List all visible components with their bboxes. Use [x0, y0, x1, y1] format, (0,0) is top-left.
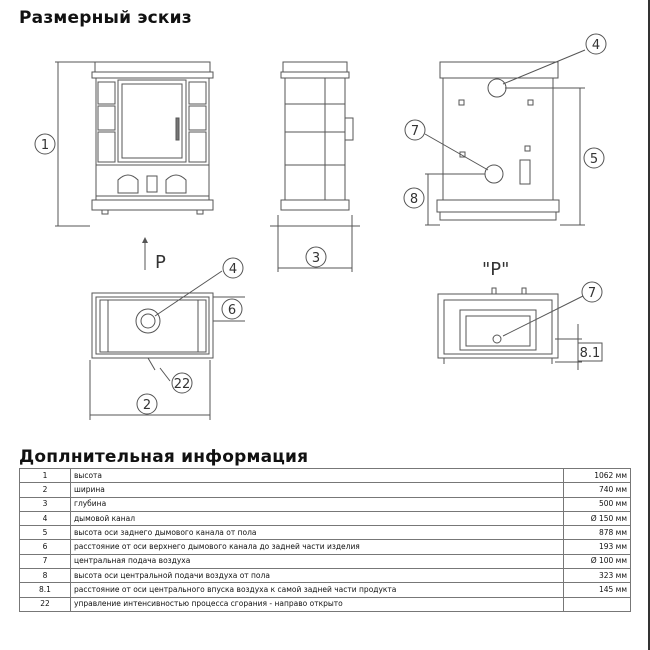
cell-value: 500 мм — [564, 497, 631, 511]
marker-7-back — [405, 120, 425, 140]
svg-text:8.1: 8.1 — [579, 346, 601, 361]
table-row — [20, 569, 631, 583]
svg-text:22: 22 — [173, 377, 191, 392]
marker-6 — [222, 299, 242, 319]
svg-text:4: 4 — [591, 38, 601, 53]
table-row — [20, 483, 631, 497]
cell-num: 8.1 — [20, 583, 71, 597]
cell-desc: расстояние от оси центрального впуска воздуха к самой задней части продукта — [71, 583, 564, 597]
marker-8 — [404, 188, 424, 208]
cell-num: 1 — [20, 469, 71, 483]
cell-num: 7 — [20, 554, 71, 568]
marker-4-top — [223, 258, 243, 278]
cell-value: 145 мм — [564, 583, 631, 597]
info-table — [19, 468, 631, 612]
table-row — [20, 554, 631, 568]
svg-text:8: 8 — [409, 192, 419, 207]
cell-num: 6 — [20, 540, 71, 554]
top-view — [90, 271, 245, 420]
cell-num: 3 — [20, 497, 71, 511]
side-view — [270, 62, 360, 272]
cell-desc: высота оси заднего дымового канала от пола — [71, 526, 564, 540]
front-view — [55, 62, 213, 226]
cell-value: Ø 150 мм — [564, 511, 631, 525]
table-row — [20, 540, 631, 554]
marker-1 — [35, 134, 55, 154]
cell-desc: дымовой канал — [71, 511, 564, 525]
cell-value — [564, 597, 631, 611]
marker-3 — [306, 247, 326, 267]
section-title: Доплнительная информация — [19, 447, 309, 467]
table-row — [20, 583, 631, 597]
svg-text:7: 7 — [410, 124, 420, 139]
cell-num: 22 — [20, 597, 71, 611]
back-view — [425, 50, 585, 225]
table-row — [20, 511, 631, 525]
view-p — [438, 288, 585, 370]
svg-text:4: 4 — [228, 262, 238, 277]
table-row — [20, 597, 631, 611]
cell-desc: высота — [71, 469, 564, 483]
cell-value: 193 мм — [564, 540, 631, 554]
cell-num: 5 — [20, 526, 71, 540]
cell-desc: ширина — [71, 483, 564, 497]
marker-4-back — [586, 34, 606, 54]
svg-text:7: 7 — [587, 286, 597, 301]
marker-8-1 — [578, 343, 602, 361]
svg-text:5: 5 — [589, 152, 599, 167]
cell-num: 4 — [20, 511, 71, 525]
cell-num: 8 — [20, 569, 71, 583]
svg-text:6: 6 — [227, 303, 237, 318]
svg-text:2: 2 — [142, 398, 152, 413]
cell-desc: расстояние от оси верхнего дымового канала до задней части изделия — [71, 540, 564, 554]
page-title: Размерный эскиз — [19, 8, 192, 28]
marker-7-p — [582, 282, 602, 302]
cell-value: 740 мм — [564, 483, 631, 497]
cell-desc: центральная подача воздуха — [71, 554, 564, 568]
table-row — [20, 469, 631, 483]
marker-2 — [137, 394, 157, 414]
table-row — [20, 497, 631, 511]
cell-desc: управление интенсивностью процесса сгорания - направо открыто — [71, 597, 564, 611]
cell-num: 2 — [20, 483, 71, 497]
cell-value: 323 мм — [564, 569, 631, 583]
svg-text:1: 1 — [40, 138, 50, 153]
cell-value: 878 мм — [564, 526, 631, 540]
view-p-label: "P" — [482, 259, 510, 280]
arrow-p-label: P — [155, 252, 166, 273]
cell-value: Ø 100 мм — [564, 554, 631, 568]
cell-desc: глубина — [71, 497, 564, 511]
cell-value: 1062 мм — [564, 469, 631, 483]
table-row — [20, 526, 631, 540]
marker-22 — [172, 373, 192, 393]
marker-5 — [584, 148, 604, 168]
svg-text:3: 3 — [311, 251, 321, 266]
cell-desc: высота оси центральной подачи воздуха от пола — [71, 569, 564, 583]
